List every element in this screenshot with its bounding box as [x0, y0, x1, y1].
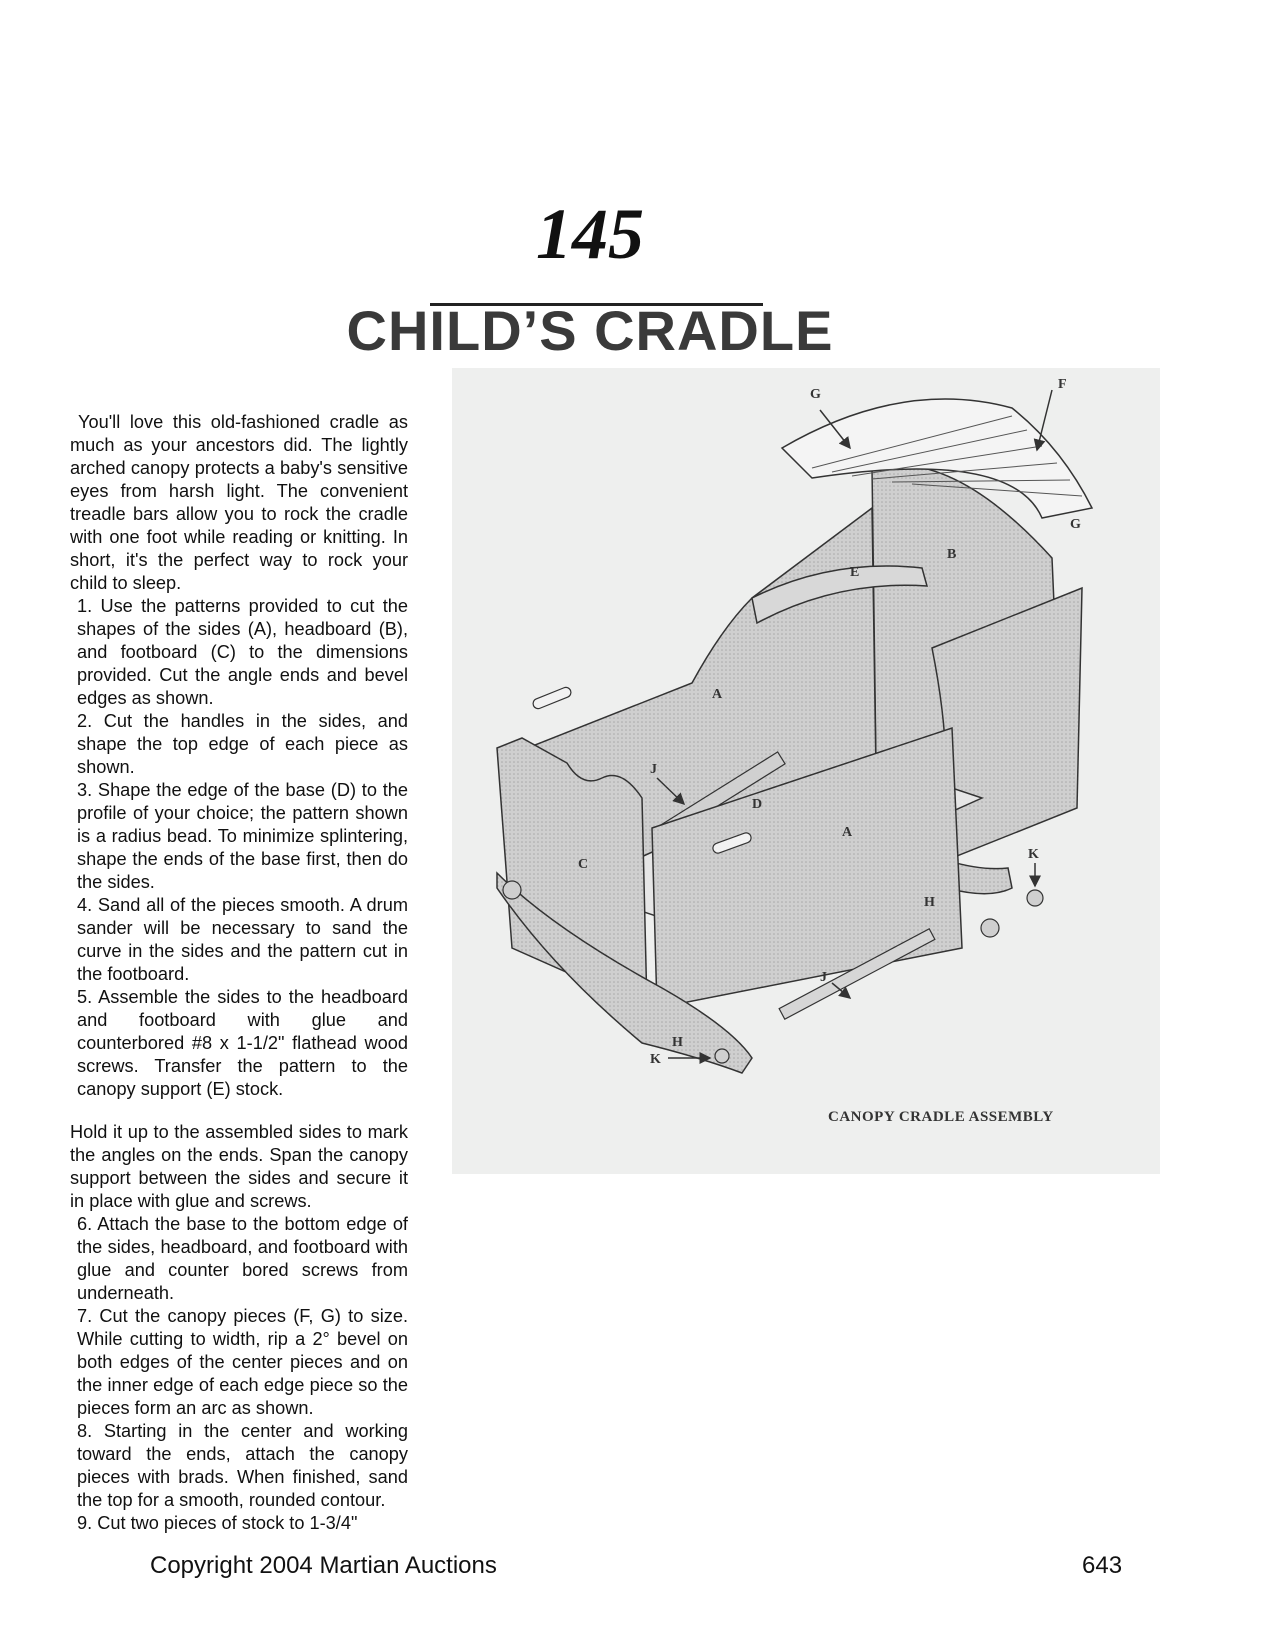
- footer-copyright: Copyright 2004 Martian Auctions: [150, 1552, 497, 1579]
- page-title: CHILD’S CRADLE: [346, 299, 834, 362]
- label-a-front: A: [842, 825, 853, 840]
- label-b: B: [947, 547, 957, 562]
- step-4: 4. Sand all of the pieces smooth. A drum sander will be necessary to sand the curve in the sides and the pattern cut in the footboard.: [77, 895, 408, 984]
- step-5: 5. Assemble the sides to the headboard and footboard with glue and counterbored #8 x 1-1/2" flathead wood screws. Transfer the pattern to the canopy support (E) stock.: [77, 987, 408, 1099]
- label-c: C: [578, 857, 589, 872]
- page-number: 145: [536, 194, 644, 274]
- label-a-far: A: [712, 687, 723, 702]
- step-6: 6. Attach the base to the bottom edge of the sides, headboard, and footboard with glue and counter bored screws from underneath.: [77, 1214, 408, 1303]
- label-k-left: K: [650, 1052, 661, 1067]
- step-2: 2. Cut the handles in the sides, and shape the top edge of each piece as shown.: [77, 711, 408, 777]
- footer-page-number: 643: [1082, 1552, 1123, 1579]
- cradle-drawing: [452, 368, 1160, 1174]
- intro-paragraph: You'll love this old-fashioned cradle as much as your ancestors did. The lightly arched canopy protects a baby's sensitive eyes from harsh light. The convenient treadle bars allow you to rock the cradle with one foot while reading or knitting. In short, it's the perfect way to rock your child to sleep.: [70, 412, 408, 593]
- step-8: 8. Starting in the center and working toward the ends, attach the canopy pieces with brads. When finished, sand the top for a smooth, rounded contour.: [77, 1421, 408, 1510]
- label-h-left: H: [672, 1035, 683, 1050]
- step-3: 3. Shape the edge of the base (D) to the profile of your choice; the pattern shown is a radius bead. To minimize splintering, shape the ends of the base first, then do the sides.: [77, 780, 408, 892]
- label-k-right: K: [1028, 847, 1039, 862]
- rocker-peg-left: [503, 881, 521, 899]
- peg-k-right: [1027, 890, 1043, 906]
- label-f: F: [1058, 377, 1067, 392]
- step-9: 9. Cut two pieces of stock to 1-3/4": [77, 1513, 358, 1533]
- step-7: 7. Cut the canopy pieces (F, G) to size. While cutting to width, rip a 2° bevel on both edges of the center pieces and on the inner edge of each edge piece so the pieces form an arc as shown.: [77, 1306, 408, 1418]
- label-d: D: [752, 797, 763, 812]
- label-g-right: G: [1070, 517, 1081, 532]
- label-e: E: [850, 565, 860, 580]
- label-g-top: G: [810, 387, 821, 402]
- step-5-continuation: Hold it up to the assembled sides to mark the angles on the ends. Span the canopy support between the sides and secure it in place with glue and screws.: [70, 1122, 408, 1211]
- label-h-right: H: [924, 895, 935, 910]
- cradle-assembly-figure: [452, 368, 1160, 1174]
- figure-caption: CANOPY CRADLE ASSEMBLY: [828, 1109, 1054, 1125]
- rocker-peg-right: [981, 919, 999, 937]
- step-1: 1. Use the patterns provided to cut the shapes of the sides (A), headboard (B), and footboard (C) to the dimensions provided. Cut the angle ends and bevel edges as shown.: [77, 596, 408, 708]
- handle-far: [532, 686, 573, 710]
- peg-k-left: [715, 1049, 729, 1063]
- label-j-top: J: [650, 762, 657, 777]
- label-j-bottom: J: [820, 970, 827, 985]
- instructions-column: [70, 411, 408, 1535]
